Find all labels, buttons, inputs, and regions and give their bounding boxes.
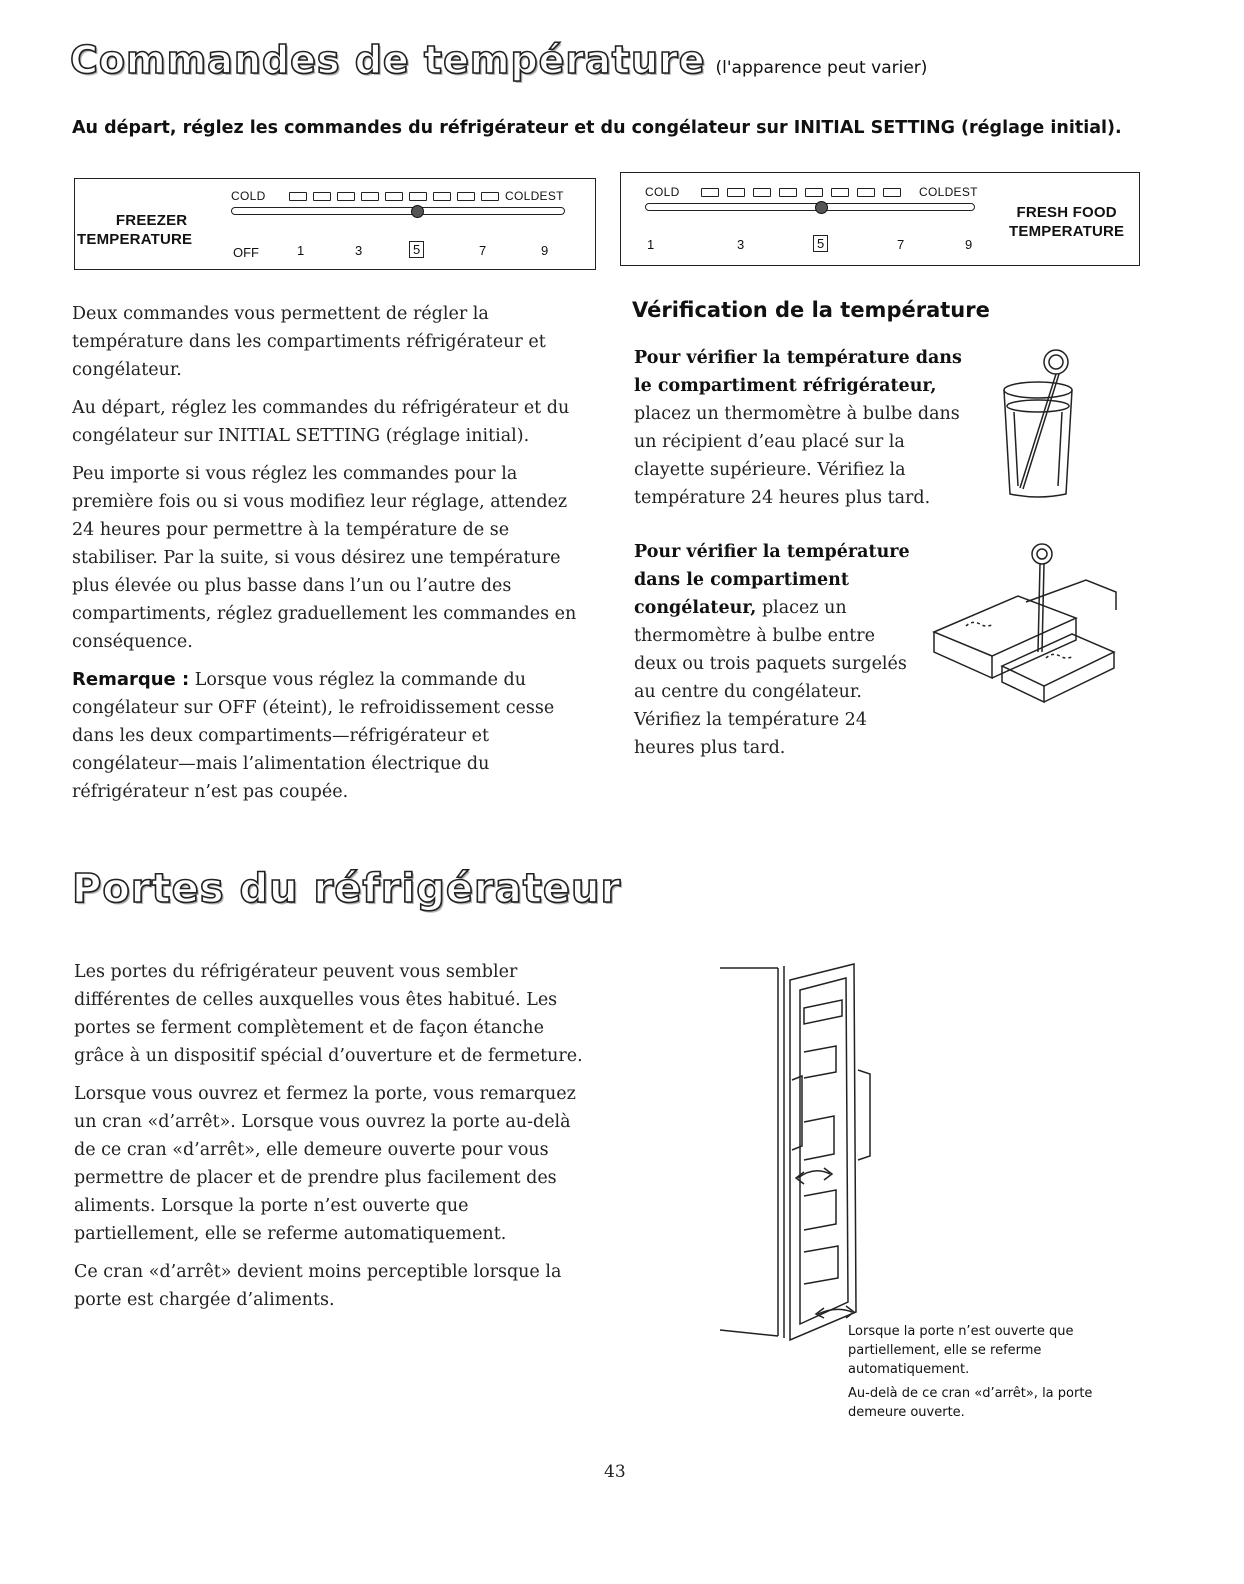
- freezer-control-panel: [74, 178, 596, 270]
- freezer-level-box: [433, 192, 451, 201]
- freezer-level-box: [457, 192, 475, 201]
- heading-title: Commandes de température: [70, 38, 706, 82]
- fresh-level-box: [701, 188, 719, 197]
- freezer-level-box: [481, 192, 499, 201]
- freezer-label-line1: FREEZER: [115, 212, 188, 229]
- fresh-label-line1: FRESH FOOD: [1016, 204, 1117, 221]
- paragraph: [634, 344, 972, 512]
- note-paragraph: [72, 666, 588, 806]
- freezer-scale-1: 1: [297, 243, 305, 258]
- door-caption-open: Au-delà de ce cran «d’arrêt», la porte demeure ouverte.: [848, 1386, 1093, 1420]
- doors-body: [74, 958, 590, 1314]
- page-number: 43: [604, 1462, 626, 1482]
- freezer-scale-off: OFF: [233, 245, 259, 260]
- freezer-check-body: placez un thermomètre à bulbe entre deux ou trois paquets surgelés au centre du congélateur. Vérifiez la température 24 heures plus tard.: [634, 598, 907, 758]
- freezer-label: [77, 211, 193, 249]
- fresh-level-box: [805, 188, 823, 197]
- fridge-check-body: placez un thermomètre à bulbe dans un récipient d’eau placé sur la clayette supérieure. Vérifiez la température 24 heures plus tard.: [634, 404, 960, 508]
- frozen-packages-thermometer-illustration: [926, 540, 1122, 704]
- freezer-level-box: [289, 192, 307, 201]
- fresh-scale-3: 3: [737, 237, 745, 252]
- freezer-cold-label: COLD: [231, 189, 266, 203]
- fresh-label-line2: TEMPERATURE: [1009, 223, 1125, 240]
- door-caption-partial: Lorsque la porte n’est ouverte que partiellement, elle se referme automatiquement.: [848, 1324, 1074, 1377]
- freezer-scale-5-selected: 5: [409, 241, 424, 258]
- fresh-scale-7: 7: [897, 237, 905, 252]
- fresh-scale-1: 1: [647, 237, 655, 252]
- note-lead: Remarque :: [72, 669, 190, 690]
- heading-note: (l'apparence peut varier): [715, 58, 928, 78]
- fresh-level-box: [727, 188, 745, 197]
- fridge-check-text: [634, 344, 972, 512]
- section-heading-refrigerator-doors: Portes du réfrigérateur: [72, 866, 622, 912]
- fridge-check-lead: Pour vérifier la température dans le compartiment réfrigérateur,: [634, 348, 962, 396]
- paragraph: Deux commandes vous permettent de régler la température dans les compartiments réfrigérateur et congélateur.: [72, 304, 546, 380]
- fresh-cold-label: COLD: [645, 185, 680, 199]
- note-text: Lorsque vous réglez la commande du congélateur sur OFF (éteint), le refroidissement cesse dans les deux compartiments—réfrigérateur et congélateur—mais l’alimentation électrique du réfrigérateur n’est pas coupée.: [72, 670, 555, 802]
- intro-instruction: Au départ, réglez les commandes du réfrigérateur et du congélateur sur INITIAL SETTING (réglage initial).: [72, 118, 1122, 138]
- fresh-level-box: [779, 188, 797, 197]
- freezer-coldest-label: COLDEST: [505, 189, 564, 203]
- freezer-level-box: [361, 192, 379, 201]
- verification-heading: Vérification de la température: [632, 298, 990, 322]
- freezer-level-box: [385, 192, 403, 201]
- freezer-slider-track[interactable]: [231, 207, 565, 215]
- freezer-level-box: [337, 192, 355, 201]
- paragraph: Les portes du réfrigérateur peuvent vous sembler différentes de celles auxquelles vous êtes habitué. Les portes se ferment complètement et de façon étanche grâce à un dispositif spécial d’ouverture et de fermeture.: [74, 962, 583, 1066]
- freezer-check-lead: Pour vérifier la température dans le compartiment congélateur,: [634, 542, 910, 618]
- glass-thermometer-illustration: [998, 348, 1082, 500]
- freezer-check-text: [634, 538, 916, 762]
- fresh-food-control-panel: [620, 172, 1140, 266]
- paragraph: Lorsque vous ouvrez et fermez la porte, vous remarquez un cran «d’arrêt». Lorsque vous ouvrez la porte au-delà de ce cran «d’arrêt», elle demeure ouverte pour vous permettre de placer et de prendre plus facilement des aliments. Lorsque la porte n’est ouverte que partiellement, elle se referme automatiquement.: [74, 1084, 576, 1244]
- fresh-scale-5-selected: 5: [813, 235, 828, 252]
- fresh-level-box: [831, 188, 849, 197]
- freezer-scale-9: 9: [541, 243, 549, 258]
- freezer-label-line2: TEMPERATURE: [77, 231, 193, 248]
- freezer-level-box: [313, 192, 331, 201]
- freezer-slider-knob[interactable]: [411, 205, 424, 218]
- paragraph: Ce cran «d’arrêt» devient moins perceptible lorsque la porte est chargée d’aliments.: [74, 1262, 562, 1310]
- paragraph: Au départ, réglez les commandes du réfrigérateur et du congélateur sur INITIAL SETTING (réglage initial).: [72, 398, 570, 446]
- fresh-label: [1009, 203, 1124, 241]
- fresh-level-box: [753, 188, 771, 197]
- paragraph: Peu importe si vous réglez les commandes pour la première fois ou si vous modifiez leur réglage, attendez 24 heures pour permettre à la température de se stabiliser. Par la suite, si vous désirez une température plus élevée ou plus basse dans l’un ou l’autre des compartiments, réglez graduellement les commandes en conséquence.: [72, 464, 577, 652]
- freezer-scale-3: 3: [355, 243, 363, 258]
- fresh-slider-knob[interactable]: [815, 201, 828, 214]
- fresh-slider-track[interactable]: [645, 203, 975, 211]
- fresh-scale-9: 9: [965, 237, 973, 252]
- freezer-scale-7: 7: [479, 243, 487, 258]
- section-heading-temperature-controls: [70, 38, 927, 82]
- freezer-level-box: [409, 192, 427, 201]
- fresh-coldest-label: COLDEST: [919, 185, 978, 199]
- refrigerator-door-illustration: [718, 960, 888, 1344]
- paragraph: [634, 538, 916, 762]
- fresh-level-box: [883, 188, 901, 197]
- temperature-controls-body: [72, 300, 588, 806]
- fresh-level-box: [857, 188, 875, 197]
